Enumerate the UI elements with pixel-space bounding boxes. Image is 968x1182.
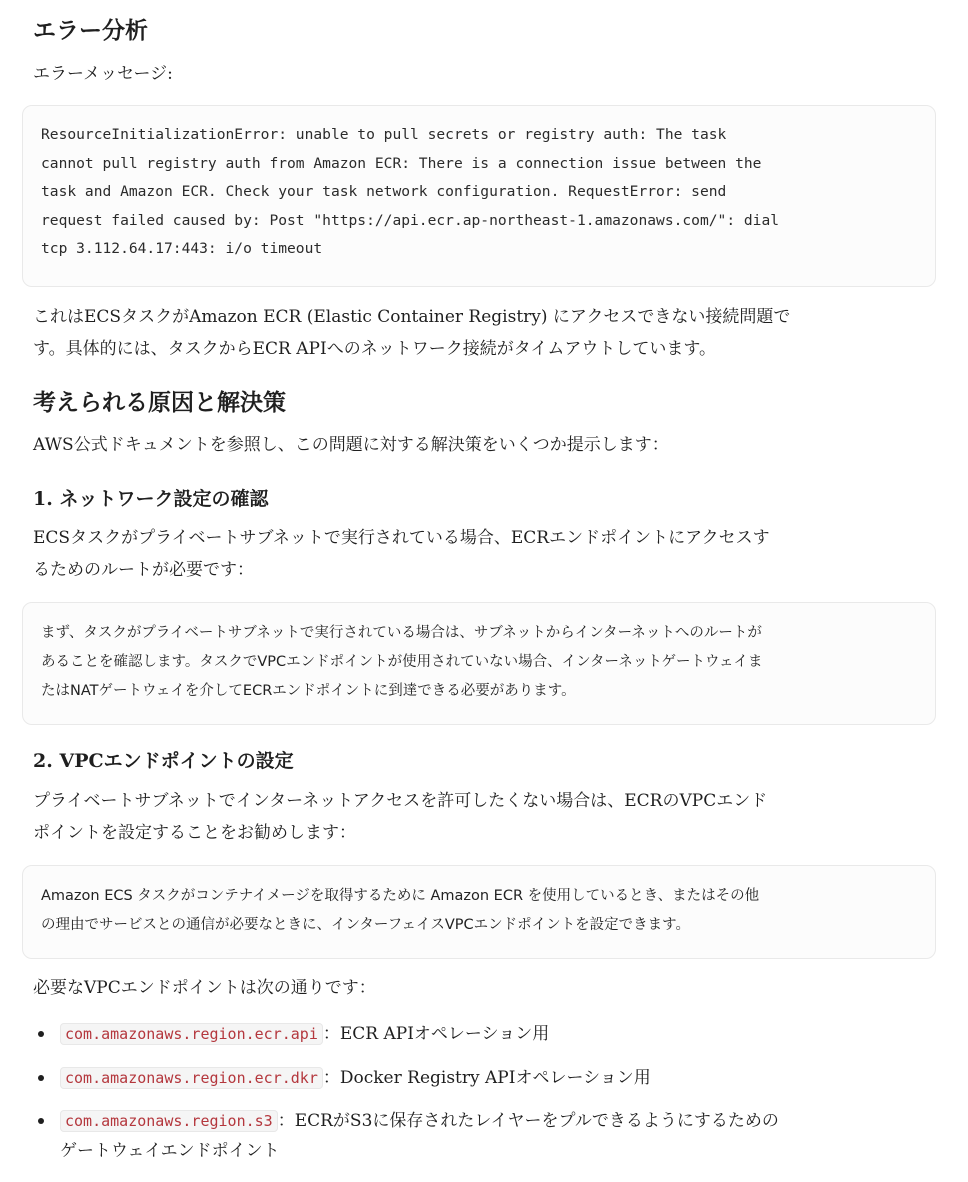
section-1-quote-line-3: たはNATゲートウェイを介してECRエンドポイントに到達できる必要があります。 xyxy=(41,683,576,699)
section-1-line-1: ECSタスクがプライベートサブネットで実行されている場合、ECRエンドポイントにアクセスす xyxy=(33,528,770,548)
list-item-body xyxy=(60,1106,920,1166)
section-1-heading: 1. ネットワーク設定の確認 xyxy=(33,488,269,510)
endpoint-code: com.amazonaws.region.s3 xyxy=(60,1110,278,1132)
heading-error-analysis: エラー分析 xyxy=(33,17,148,44)
heading-causes: 考えられる原因と解決策 xyxy=(33,389,286,416)
section-2-quote-line-2: の理由でサービスとの通信が必要なときに、インターフェイスVPCエンドポイントを設定できます。 xyxy=(41,917,690,933)
section-2-quote-block xyxy=(22,865,936,959)
endpoint-code: com.amazonaws.region.ecr.api xyxy=(60,1023,323,1045)
section-1-line-2: るためのルートが必要です： xyxy=(33,560,254,580)
endpoint-desc: ：Docker Registry APIオペレーション用 xyxy=(322,1068,651,1088)
section-2-line-2: ポイントを設定することをお勧めします： xyxy=(33,823,356,843)
endpoint-code: com.amazonaws.region.ecr.dkr xyxy=(60,1067,323,1089)
bullet-dot xyxy=(38,1031,44,1037)
section-1-quote xyxy=(41,619,921,706)
endpoint-desc: ：ECR APIオペレーション用 xyxy=(322,1024,550,1044)
explanation-line-2: す。具体的には、タスクからECR APIへのネットワーク接続がタイムアウトしています。 xyxy=(33,339,716,359)
section-2-quote-line-1: Amazon ECS タスクがコンテナイメージを取得するために Amazon ECR を使用しているとき、またはその他 xyxy=(41,888,760,904)
explanation-line-1: これはECSタスクがAmazon ECR (Elastic Container Registry) にアクセスできない接続問題で xyxy=(33,307,791,327)
intro-text: AWS公式ドキュメントを参照し、この問題に対する解決策をいくつか提示します： xyxy=(33,435,669,455)
section-1-quote-block xyxy=(22,602,936,725)
section-1-quote-line-2: あることを確認します。タスクでVPCエンドポイントが使用されていない場合、インターネットゲートウェイま xyxy=(41,654,763,670)
section-2-line-1: プライベートサブネットでインターネットアクセスを許可したくない場合は、ECRのVPCエンド xyxy=(33,791,768,811)
list-item-body xyxy=(60,1019,920,1049)
required-endpoints-intro: 必要なVPCエンドポイントは次の通りです： xyxy=(33,978,376,998)
error-code-block xyxy=(22,105,936,287)
endpoint-desc: ：ECRがS3に保存されたレイヤーをプルできるようにするための xyxy=(277,1111,779,1131)
error-message-label: エラーメッセージ: xyxy=(33,64,173,84)
section-2-heading: 2. VPCエンドポイントの設定 xyxy=(33,750,294,772)
section-1-quote-line-1: まず、タスクがプライベートサブネットで実行されている場合は、サブネットからインターネットへのルートが xyxy=(41,625,762,641)
list-item-body xyxy=(60,1063,920,1093)
endpoint-desc-continued: ゲートウェイエンドポイント xyxy=(60,1141,280,1161)
section-2-quote xyxy=(41,882,921,940)
error-code-text: ResourceInitializationError: unable to pull secrets or registry auth: The task cannot pull registry auth from Amazon ECR: There is a connection issue between the task and Amazon ECR. Check your task network configuration. RequestError: send request failed caused by: Post "https://api.ecr.ap-northeast-1.amazonaws.com/": dial tcp 3.112.64.17:443: i/o timeout xyxy=(41,126,780,257)
bullet-dot xyxy=(38,1118,44,1124)
bullet-dot xyxy=(38,1075,44,1081)
